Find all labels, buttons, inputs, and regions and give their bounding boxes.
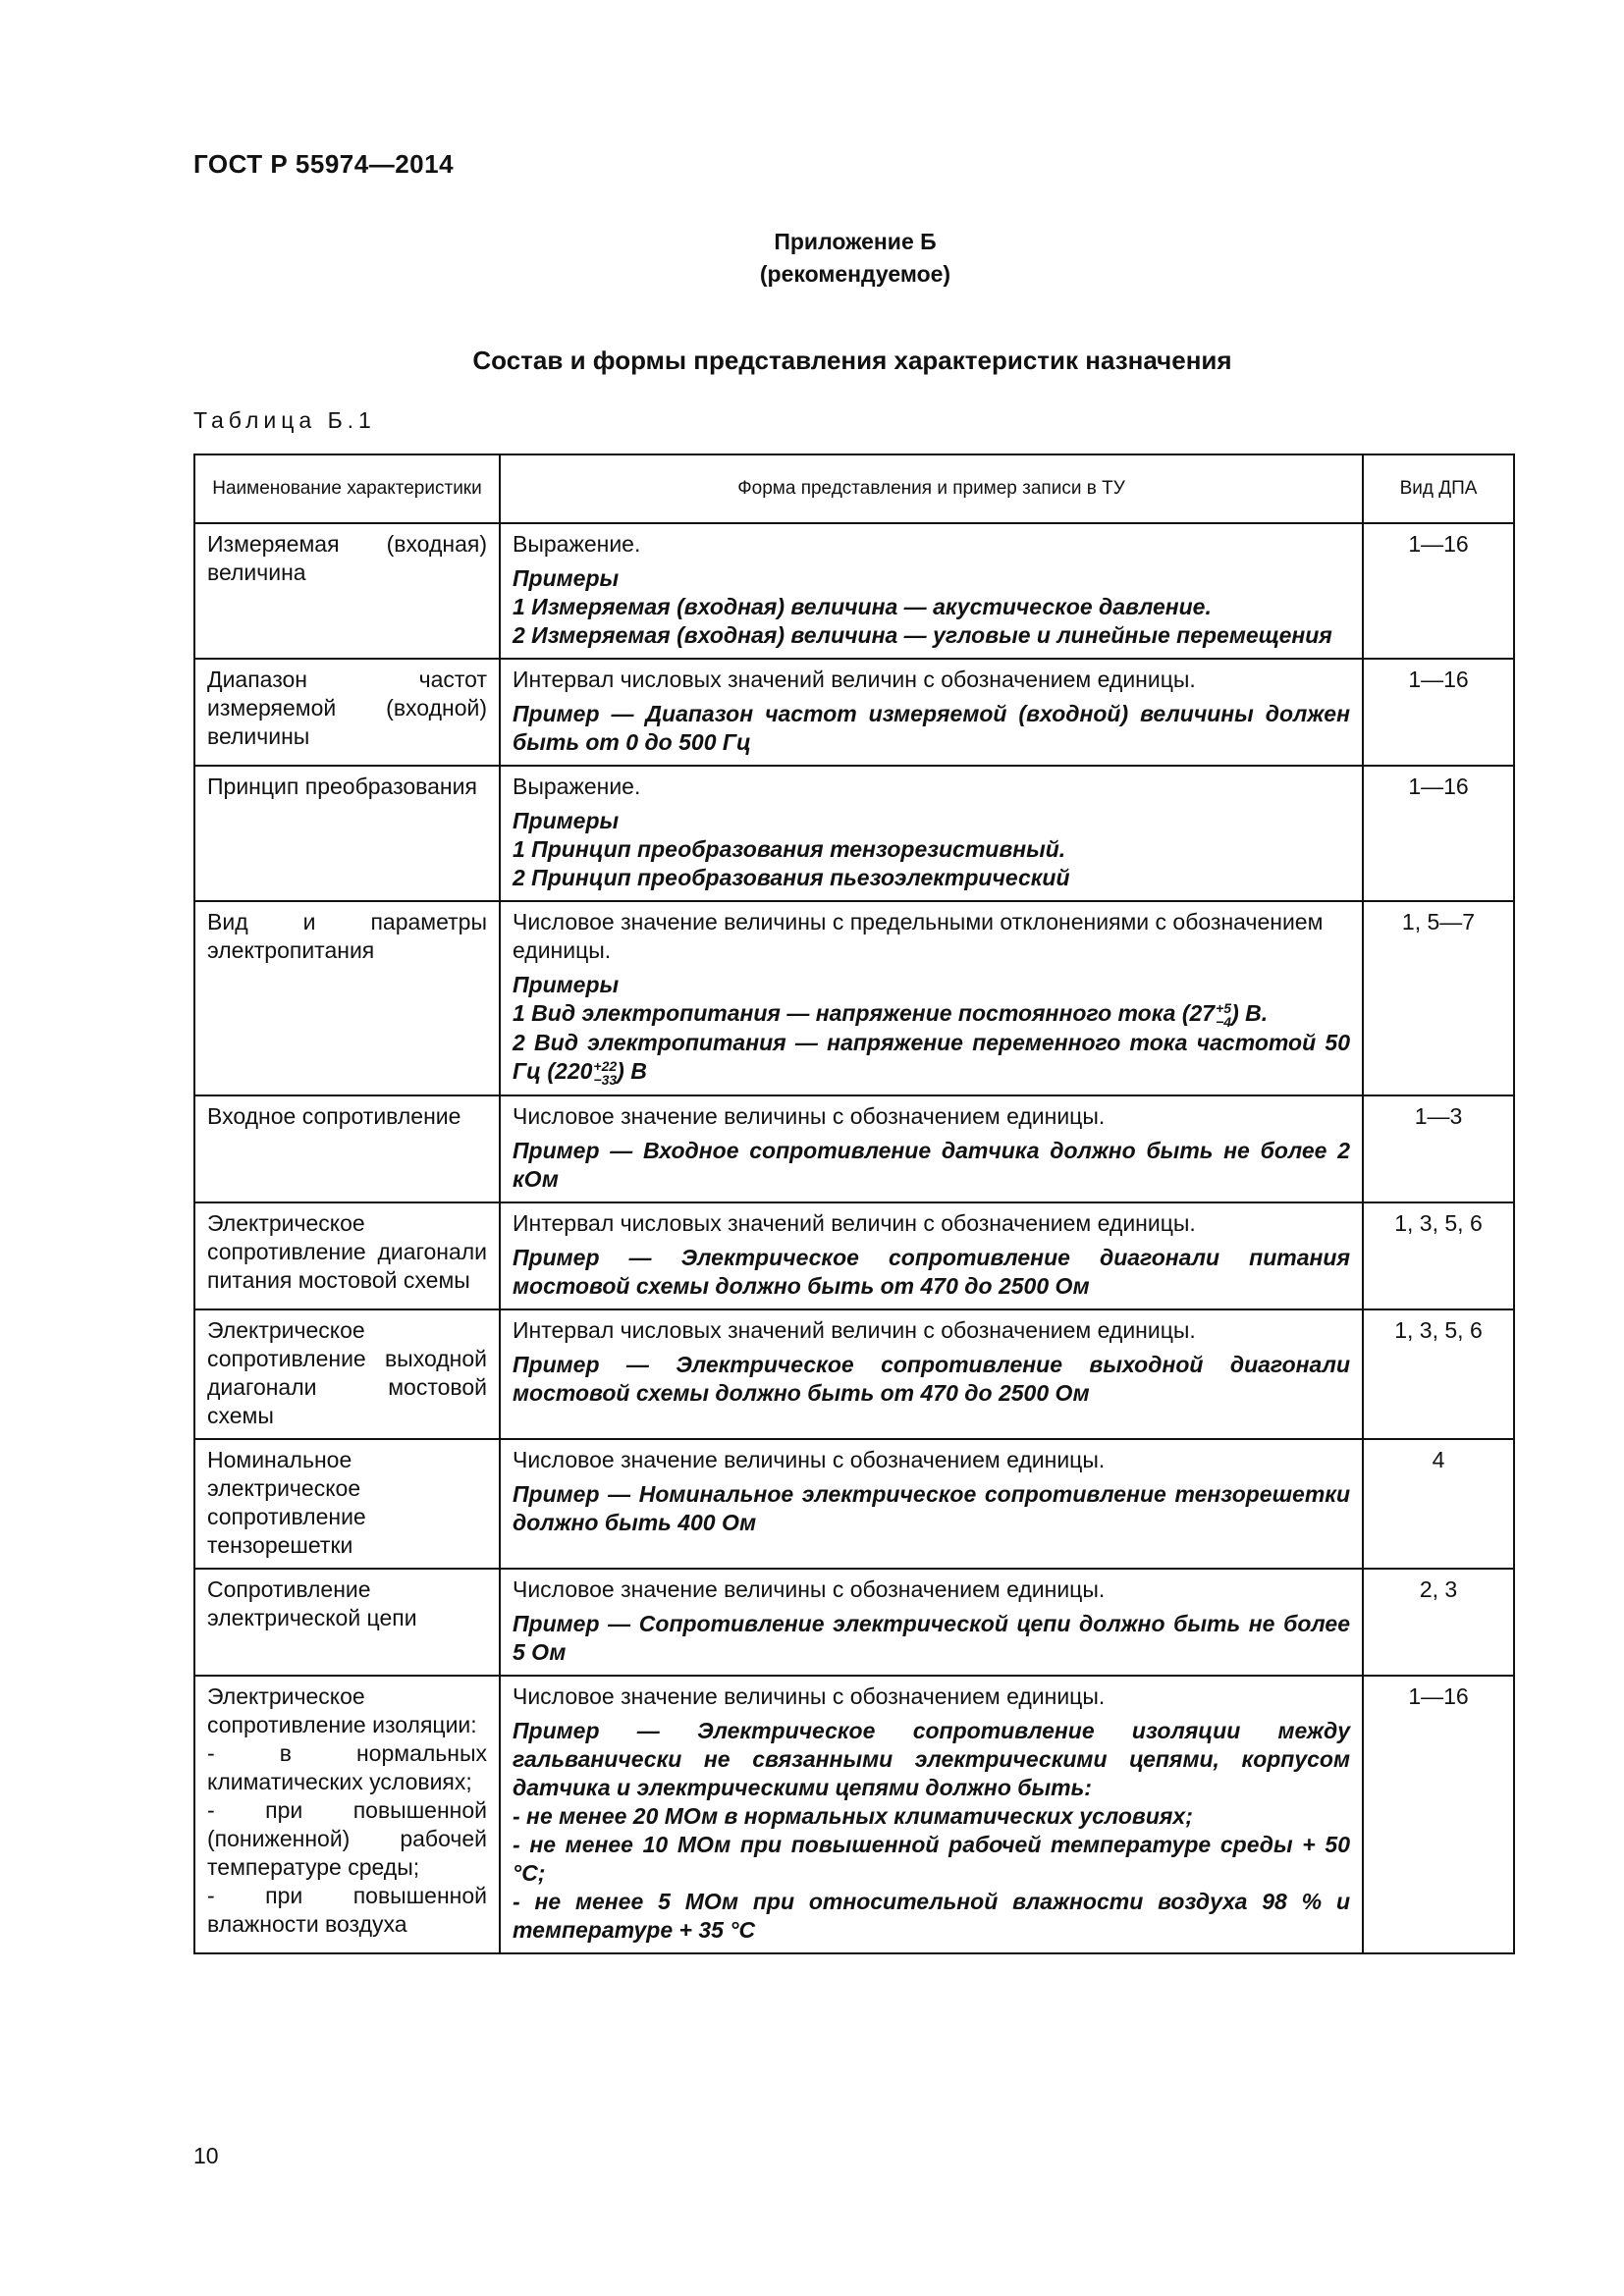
row-intro: Интервал числовых значений величин с обозначением единицы. — [513, 1316, 1196, 1343]
row-dpa: 2, 3 — [1363, 1569, 1514, 1676]
row-name: Электрическое сопротивление диагонали питания мостовой схемы — [194, 1202, 500, 1309]
row-example: Пример — Диапазон частот измеряемой (входной) величины должен быть от 0 до 500 Гц — [513, 701, 1350, 755]
table-label: Таблица Б.1 — [193, 407, 376, 433]
formula-tail: ) В — [617, 1057, 647, 1084]
row-example: Пример — Входное сопротивление датчика должно быть не более 2 кОм — [513, 1137, 1350, 1192]
document-code: ГОСТ Р 55974—2014 — [193, 149, 455, 179]
row-name: Диапазон частот измеряемой (входной) величины — [194, 659, 500, 766]
row-name-line: - в нормальных климатических условиях; — [207, 1739, 487, 1794]
row-example: 1 Измеряемая (входная) величина — акустическое давление. — [513, 594, 1212, 619]
row-dpa: 1, 3, 5, 6 — [1363, 1309, 1514, 1439]
row-dpa: 1, 5—7 — [1363, 901, 1514, 1095]
row-intro: Числовое значение величины с обозначением единицы. — [513, 1446, 1106, 1472]
appendix-title: Приложение Б — [774, 229, 937, 254]
row-intro: Интервал числовых значений величин с обозначением единицы. — [513, 667, 1196, 692]
header-form: Форма представления и пример записи в ТУ — [500, 454, 1363, 523]
row-intro: Числовое значение величины с обозначением единицы. — [513, 1682, 1106, 1709]
row-dpa: 1—16 — [1363, 523, 1514, 659]
row-name: Электрическое сопротивление выходной диагонали мостовой схемы — [194, 1309, 500, 1439]
row-example-formula — [513, 1029, 1350, 1087]
row-example-formula — [513, 999, 1350, 1029]
row-form — [500, 1309, 1363, 1439]
row-form — [500, 1095, 1363, 1202]
row-form — [500, 523, 1363, 659]
table-row — [194, 1676, 1514, 1953]
row-example: 2 Измеряемая (входная) величина — угловые и линейные перемещения — [513, 622, 1332, 648]
tolerance-lower: −33 — [593, 1071, 618, 1088]
row-name-line: - при повышенной (пониженной) рабочей температуре среды; — [207, 1796, 487, 1880]
table-row — [194, 1569, 1514, 1676]
header-dpa: Вид ДПА — [1363, 454, 1514, 523]
row-name-line: - при повышенной влажности воздуха — [207, 1882, 487, 1937]
row-form — [500, 1569, 1363, 1676]
row-example: Пример — Электрическое сопротивление диагонали питания мостовой схемы должно быть от 470 до 2500 Ом — [513, 1244, 1350, 1299]
row-example: - не менее 5 МОм при относительной влажности воздуха 98 % и температуре + 35 °С — [513, 1888, 1350, 1943]
tolerance-fraction — [1216, 1001, 1231, 1029]
page-number: 10 — [193, 2143, 219, 2168]
row-example: Пример — Номинальное электрическое сопротивление тензорешетки должно быть 400 Ом — [513, 1480, 1350, 1535]
row-form — [500, 901, 1363, 1095]
tolerance-upper: +5 — [1216, 999, 1232, 1016]
header-name: Наименование характеристики — [194, 454, 500, 523]
table-row — [194, 523, 1514, 659]
row-name — [194, 1676, 500, 1953]
row-intro: Числовое значение величины с предельными отклонениями с обозначением единицы. — [513, 909, 1324, 963]
section-title — [0, 346, 1624, 376]
row-example: - не менее 20 МОм в нормальных климатических условиях; — [513, 1802, 1193, 1829]
row-dpa: 1—16 — [1363, 766, 1514, 901]
appendix-heading — [0, 226, 1624, 291]
row-form — [500, 1676, 1363, 1953]
formula-tail: ) В. — [1231, 1000, 1269, 1026]
row-name: Сопротивление электрической цепи — [194, 1569, 500, 1676]
row-example: Примеры — [513, 808, 620, 833]
row-name: Входное сопротивление — [194, 1095, 500, 1202]
row-form — [500, 766, 1363, 901]
table-row — [194, 1309, 1514, 1439]
row-name-line: Электрическое сопротивление изоляции: — [207, 1682, 477, 1737]
row-example: Пример — Сопротивление электрической цепи должно быть не более 5 Ом — [513, 1610, 1350, 1665]
formula-text: 2 Вид электропитания — напряжение переменного тока частотой 50 Гц (220 — [513, 1029, 1350, 1084]
row-example: - не менее 10 МОм при повышенной рабочей температуре среды + 50 °С; — [513, 1831, 1350, 1886]
row-dpa: 1—16 — [1363, 659, 1514, 766]
row-dpa: 1—16 — [1363, 1676, 1514, 1953]
row-example: Примеры — [513, 565, 620, 591]
table-row — [194, 659, 1514, 766]
row-example: Примеры — [513, 972, 620, 997]
row-intro: Выражение. — [513, 774, 641, 799]
table-row — [194, 1439, 1514, 1569]
row-example: 1 Принцип преобразования тензорезистивный. — [513, 836, 1066, 862]
table-header-row — [194, 454, 1514, 523]
table-row — [194, 1202, 1514, 1309]
formula-text: 1 Вид электропитания — напряжение постоянного тока (27 — [513, 1000, 1216, 1026]
row-dpa: 1, 3, 5, 6 — [1363, 1202, 1514, 1309]
row-name: Принцип преобразования — [194, 766, 500, 901]
row-intro: Числовое значение величины с обозначением единицы. — [513, 1102, 1106, 1129]
table-row — [194, 1095, 1514, 1202]
row-example: Пример — Электрическое сопротивление выходной диагонали мостовой схемы должно быть от 470 до 2500 Ом — [513, 1351, 1350, 1406]
tolerance-upper: +22 — [593, 1057, 618, 1074]
row-name: Вид и параметры электропитания — [194, 901, 500, 1095]
table-row — [194, 901, 1514, 1095]
row-intro: Выражение. — [513, 531, 641, 557]
row-dpa: 1—3 — [1363, 1095, 1514, 1202]
row-example: 2 Принцип преобразования пьезоэлектрический — [513, 865, 1070, 890]
tolerance-lower: −4 — [1216, 1013, 1232, 1030]
row-name: Измеряемая (входная) величина — [194, 523, 500, 659]
row-name: Номинальное электрическое сопротивление тензорешетки — [194, 1439, 500, 1569]
row-dpa: 4 — [1363, 1439, 1514, 1569]
row-form — [500, 1202, 1363, 1309]
section-title-text: Состав и формы представления характеристик назначения — [472, 346, 1232, 375]
appendix-subtitle: (рекомендуемое) — [759, 261, 951, 287]
characteristics-table — [193, 454, 1515, 1954]
row-example: Пример — Электрическое сопротивление изоляции между гальванически не связанными электрическими цепями, корпусом датчика и электрическими цепями должно быть: — [513, 1717, 1350, 1800]
row-form — [500, 1439, 1363, 1569]
row-intro: Числовое значение величины с обозначением единицы. — [513, 1575, 1106, 1602]
row-intro: Интервал числовых значений величин с обозначением единицы. — [513, 1209, 1196, 1236]
table-row — [194, 766, 1514, 901]
tolerance-fraction — [593, 1059, 617, 1087]
row-form — [500, 659, 1363, 766]
